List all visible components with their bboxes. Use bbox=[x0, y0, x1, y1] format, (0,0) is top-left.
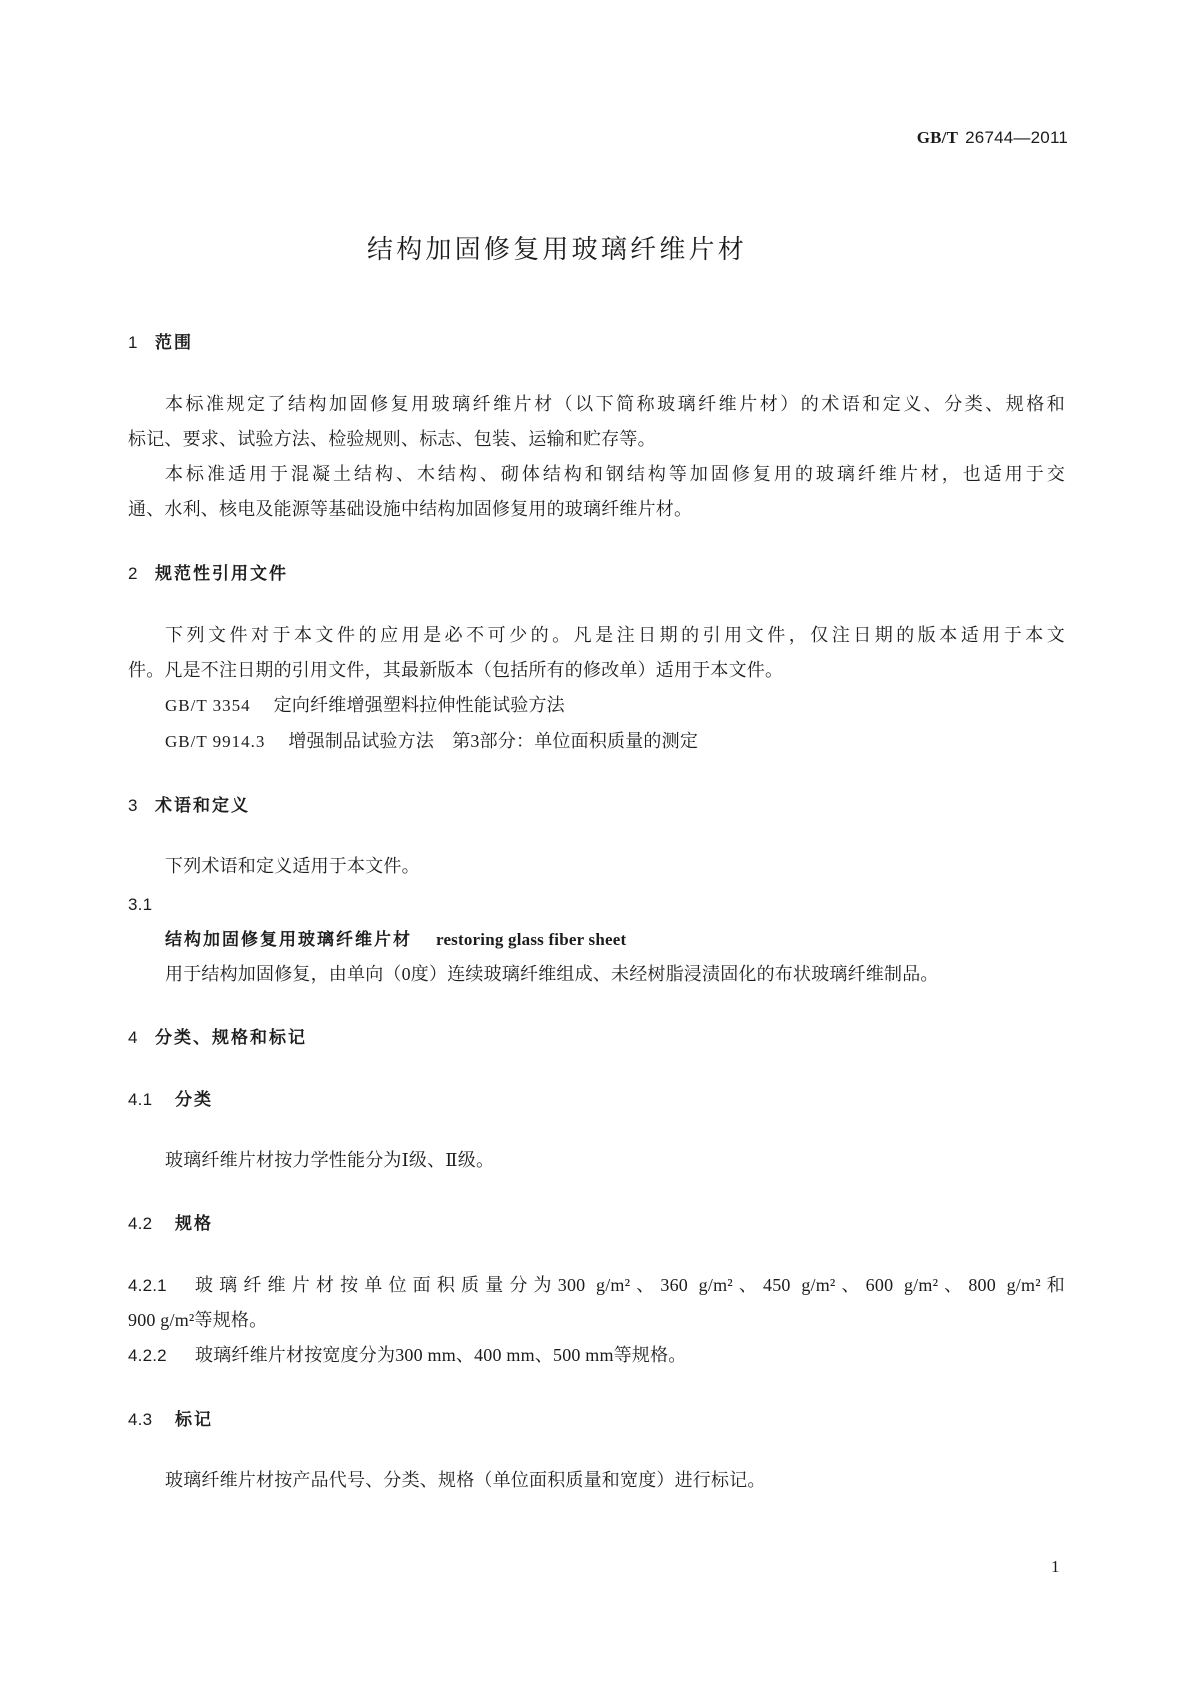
section-number: 3 bbox=[128, 796, 138, 815]
section-heading-classification bbox=[128, 1020, 307, 1055]
term-number bbox=[128, 887, 152, 922]
subsection-title: 规格 bbox=[175, 1214, 213, 1233]
paragraph-line: 下列文件对于本文件的应用是必不可少的。凡是注日期的引用文件，仅注日期的版本适用于本文 bbox=[165, 625, 1065, 645]
clause-line: 玻璃纤维片材按宽度分为300 mm、400 mm、500 mm等规格。 bbox=[195, 1345, 687, 1365]
section-number: 1 bbox=[128, 333, 138, 352]
section-number: 4 bbox=[128, 1028, 138, 1047]
reference-title: 增强制品试验方法 第3部分：单位面积质量的测定 bbox=[288, 731, 699, 751]
document-code-prefix: GB/T bbox=[916, 128, 959, 147]
document-title: 结构加固修复用玻璃纤维片材 bbox=[367, 234, 744, 264]
paragraph-line: 标记、要求、试验方法、检验规则、标志、包装、运输和贮存等。 bbox=[128, 429, 656, 449]
clause-line: 玻璃纤维片材按单位面积质量分为300 g/m²、360 g/m²、450 g/m²、600 g/m²、800 g/m²和 bbox=[195, 1275, 1065, 1295]
section-title: 术语和定义 bbox=[155, 796, 250, 815]
paragraph-line: 玻璃纤维片材按力学性能分为Ⅰ级、Ⅱ级。 bbox=[165, 1150, 495, 1170]
document-code bbox=[917, 120, 1068, 155]
section-heading-scope bbox=[128, 325, 193, 360]
clause bbox=[128, 1338, 687, 1373]
page-number: 1 bbox=[1051, 1557, 1060, 1576]
reference-item bbox=[165, 688, 565, 723]
clause-number: 3.1 bbox=[128, 895, 153, 914]
subsection-heading bbox=[128, 1402, 213, 1437]
paragraph-line: 本标准规定了结构加固修复用玻璃纤维片材（以下简称玻璃纤维片材）的术语和定义、分类、规格和 bbox=[165, 394, 1065, 414]
paragraph-line: 下列术语和定义适用于本文件。 bbox=[165, 856, 420, 876]
subsection-heading bbox=[128, 1082, 213, 1117]
clause bbox=[128, 1268, 1065, 1303]
section-heading-terms bbox=[128, 788, 250, 823]
paragraph-line: 玻璃纤维片材按产品代号、分类、规格（单位面积质量和宽度）进行标记。 bbox=[165, 1470, 766, 1490]
paragraph-line: 本标准适用于混凝土结构、木结构、砌体结构和钢结构等加固修复用的玻璃纤维片材，也适用于交 bbox=[165, 464, 1065, 484]
term-chinese: 结构加固修复用玻璃纤维片材 bbox=[165, 930, 412, 949]
subsection-heading bbox=[128, 1206, 213, 1241]
section-heading-normative-references bbox=[128, 556, 288, 591]
reference-title: 定向纤维增强塑料拉伸性能试验方法 bbox=[273, 695, 565, 715]
clause-number: 4.2.2 bbox=[128, 1346, 167, 1365]
paragraph-line: 通、水利、核电及能源等基础设施中结构加固修复用的玻璃纤维片材。 bbox=[128, 499, 693, 519]
reference-code: GB/T 3354 bbox=[165, 696, 251, 715]
section-title: 分类、规格和标记 bbox=[155, 1028, 307, 1047]
subsection-number: 4.2 bbox=[128, 1214, 153, 1233]
document-code-number: 26744—2011 bbox=[965, 128, 1068, 147]
section-number: 2 bbox=[128, 564, 138, 583]
clause-number: 4.2.1 bbox=[128, 1276, 167, 1295]
reference-code: GB/T 9914.3 bbox=[165, 732, 266, 751]
section-title: 范围 bbox=[155, 333, 193, 352]
subsection-title: 分类 bbox=[175, 1090, 213, 1109]
subsection-number: 4.3 bbox=[128, 1410, 153, 1429]
clause-line: 900 g/m²等规格。 bbox=[128, 1310, 268, 1330]
section-title: 规范性引用文件 bbox=[155, 564, 288, 583]
paragraph-line: 件。凡是不注日期的引用文件，其最新版本（包括所有的修改单）适用于本文件。 bbox=[128, 660, 784, 680]
term-english: restoring glass fiber sheet bbox=[436, 930, 627, 949]
reference-item bbox=[165, 724, 698, 759]
subsection-number: 4.1 bbox=[128, 1090, 153, 1109]
term-definition: 用于结构加固修复，由单向（0度）连续玻璃纤维组成、未经树脂浸渍固化的布状玻璃纤维制品。 bbox=[165, 964, 939, 984]
subsection-title: 标记 bbox=[175, 1410, 213, 1429]
term-entry bbox=[165, 922, 626, 957]
